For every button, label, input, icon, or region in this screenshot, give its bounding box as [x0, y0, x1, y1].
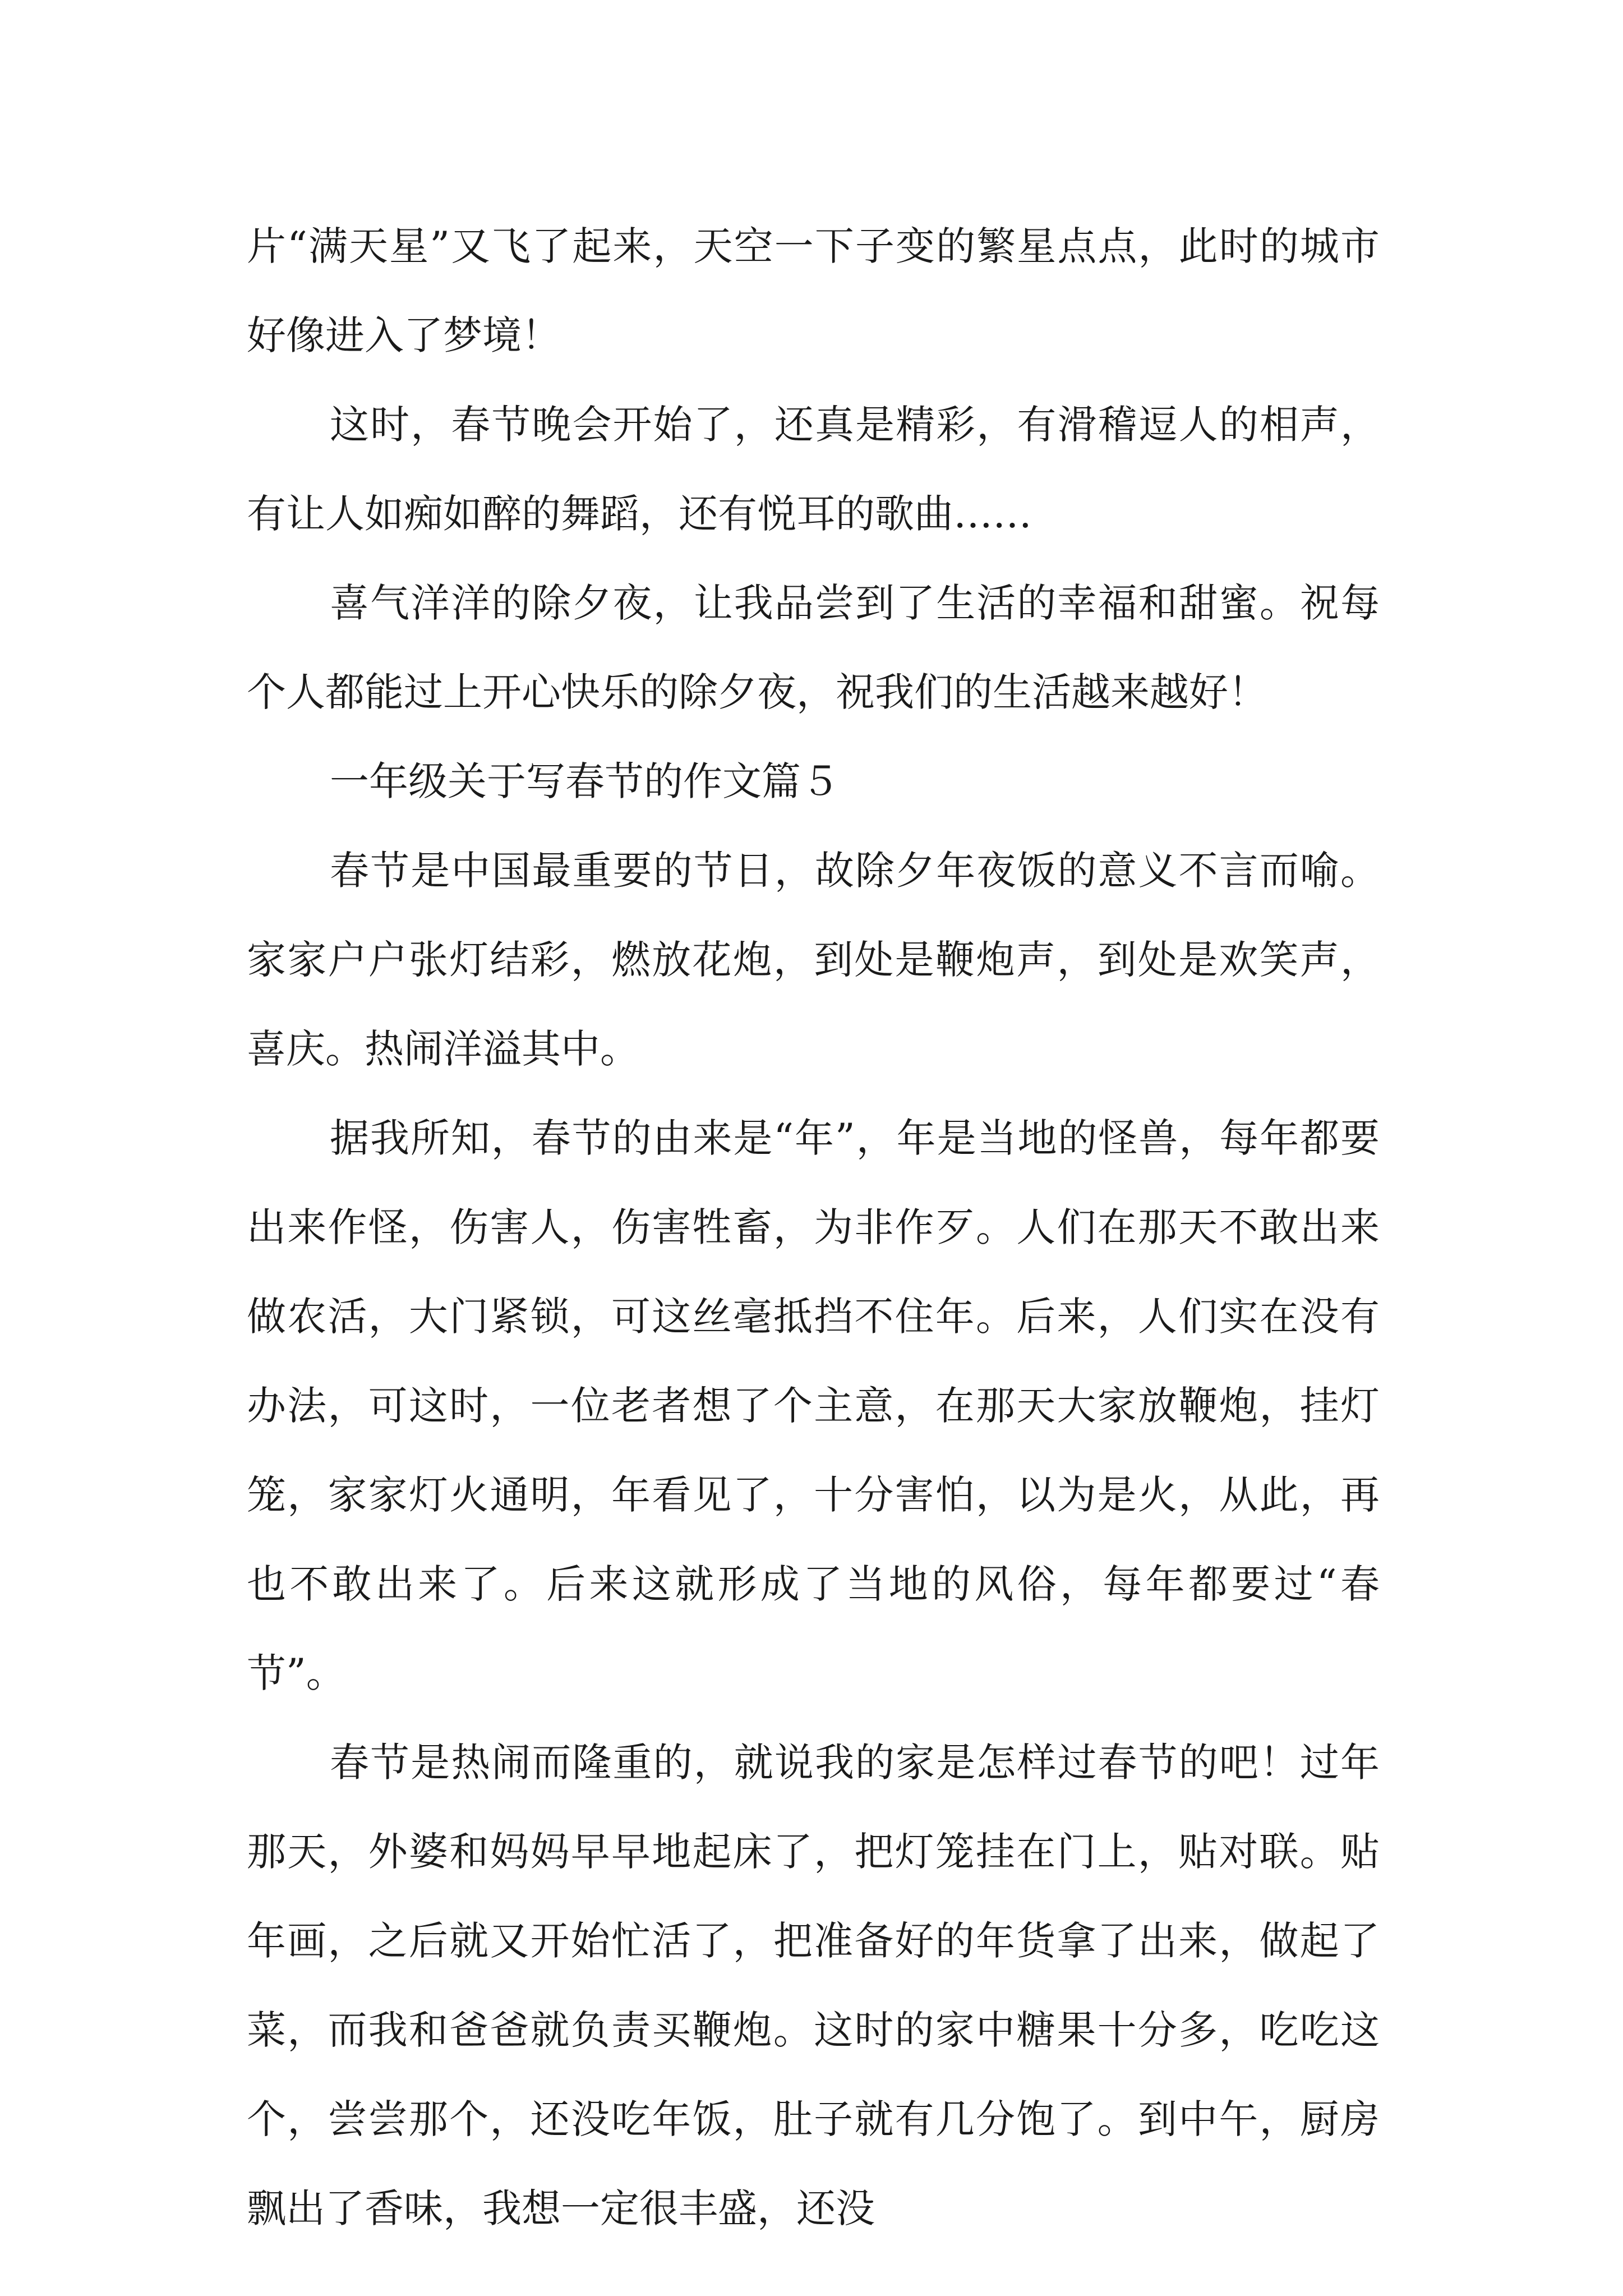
- paragraph-2: 这时，春节晚会开始了，还真是精彩，有滑稽逗人的相声，有让人如痴如醉的舞蹈，还有悦耳的歌曲……: [247, 402, 1380, 537]
- paragraph-4: 春节是中国最重要的节日，故除夕年夜饭的意义不言而喻。家家户户张灯结彩，燃放花炮，到处是鞭炮声，到处是欢笑声，喜庆。热闹洋溢其中。: [247, 848, 1380, 1072]
- paragraph-3: 喜气洋洋的除夕夜，让我品尝到了生活的幸福和甜蜜。祝每个人都能过上开心快乐的除夕夜，祝我们的生活越来越好！: [247, 580, 1380, 715]
- paragraph-6: 春节是热闹而隆重的，就说我的家是怎样过春节的吧！过年那天，外婆和妈妈早早地起床了，把灯笼挂在门上，贴对联。贴年画，之后就又开始忙活了，把准备好的年货拿了出来，做起了菜，而我和爸爸就负责买鞭炮。这时的家中糖果十分多，吃吃这个，尝尝那个，还没吃年饭，肚子就有几分饱了。到中午，厨房飘出了香味，我想一定很丰盛，还没: [247, 1740, 1380, 2231]
- section-heading: 一年级关于写春节的作文篇５: [330, 758, 840, 804]
- paragraph-5: 据我所知，春节的由来是“年”，年是当地的怪兽，每年都要出来作怪，伤害人，伤害牲畜，为非作歹。人们在那天不敢出来做农活，大门紧锁，可这丝毫抵挡不住年。后来，人们实在没有办法，可这时，一位老者想了个主意，在那天大家放鞭炮，挂灯笼，家家灯火通明，年看见了，十分害怕，以为是火，从此，再也不敢出来了。后来这就形成了当地的风俗，每年都要过“春节”。: [247, 1115, 1380, 1696]
- paragraph-1: 片“满天星”又飞了起来，天空一下子变的繁星点点，此时的城市好像进入了梦境！: [247, 223, 1380, 358]
- article-body: [247, 202, 1380, 2253]
